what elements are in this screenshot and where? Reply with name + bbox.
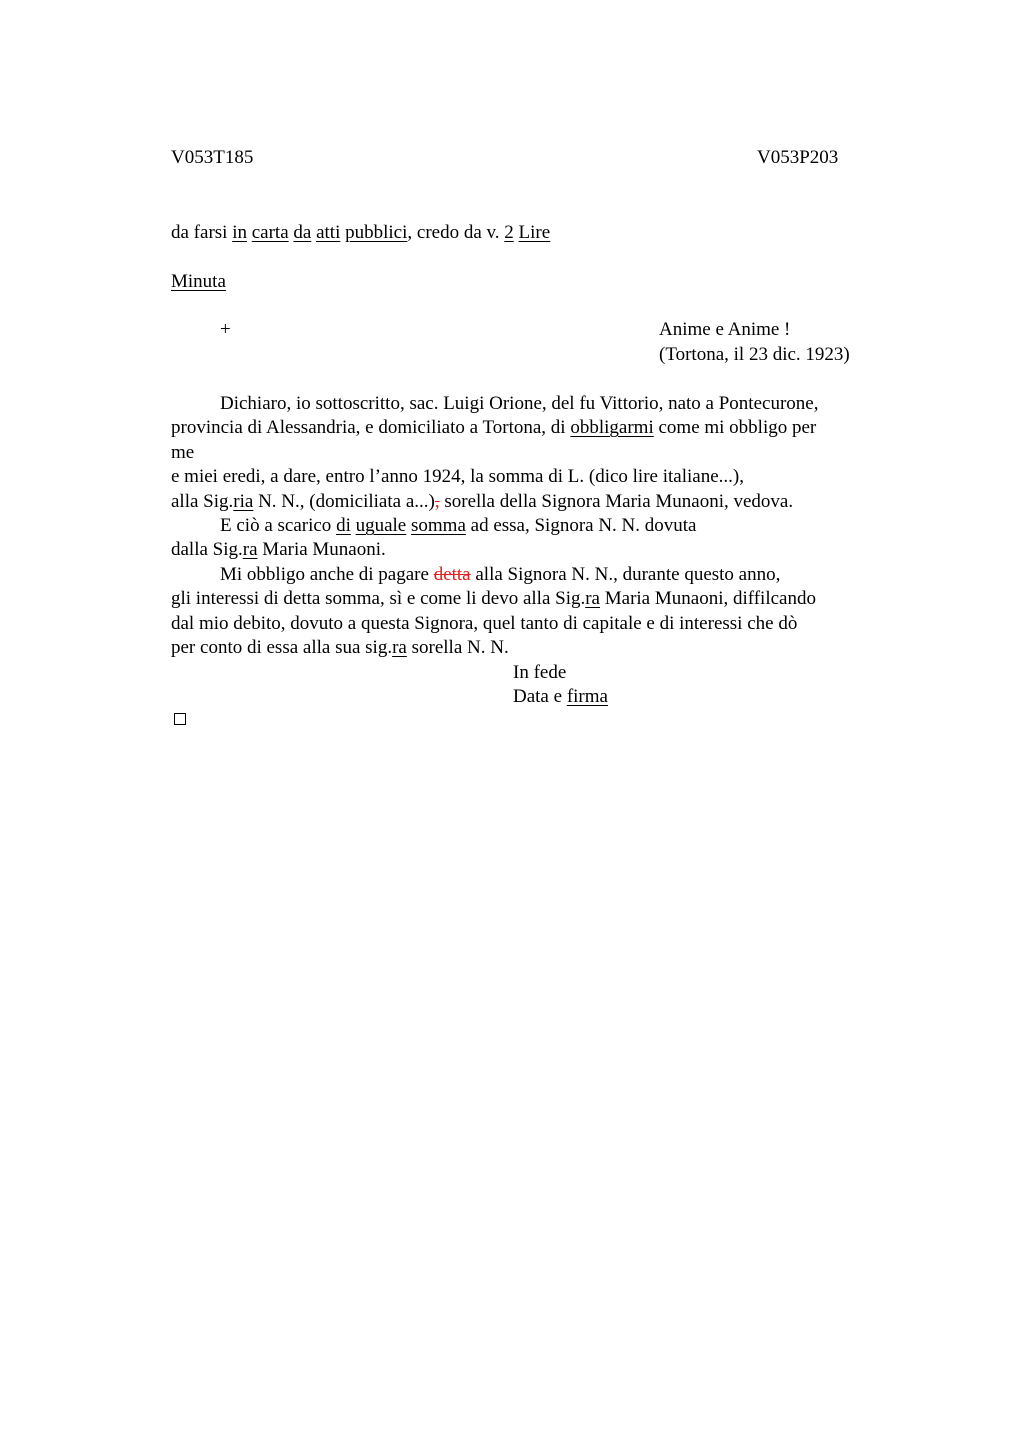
underlined-word: obbligarmi — [570, 417, 654, 438]
body-text: sorella della Signora Maria Munaoni, vedova. — [439, 491, 794, 512]
note-text: da farsi — [171, 222, 233, 243]
deleted-text: detta — [433, 564, 471, 585]
end-square-icon — [174, 713, 186, 725]
document-code-left: V053T185 — [171, 147, 254, 168]
deleted-text: , — [434, 491, 440, 512]
note-text: , credo da v. — [407, 222, 505, 243]
body-line — [171, 538, 386, 562]
underlined-word: ra — [392, 637, 407, 658]
body-text: alla Signora N. N., durante questo anno, — [470, 564, 781, 585]
body-text: Mi obbligo anche di pagare — [220, 564, 434, 585]
underlined-word: somma — [411, 515, 466, 536]
note-word: 2 — [504, 222, 514, 243]
underlined-word: di — [336, 515, 351, 536]
body-text: Data e — [513, 686, 567, 707]
body-text: ad essa, Signora N. N. dovuta — [465, 515, 697, 536]
body-text: dalla Sig. — [171, 539, 243, 560]
signature-label: firma — [566, 686, 608, 707]
body-text: E ciò a scarico — [220, 515, 337, 536]
note-word: atti — [316, 222, 341, 243]
cross-symbol: + — [220, 319, 231, 340]
draft-label: Minuta — [171, 271, 226, 292]
body-line — [220, 563, 780, 587]
stamp-paper-note — [171, 221, 550, 245]
place-date: (Tortona, il 23 dic. 1923) — [659, 344, 850, 365]
body-text: sorella N. N. — [406, 637, 509, 658]
note-word: in — [232, 222, 247, 243]
underlined-word: uguale — [355, 515, 407, 536]
body-text: alla Sig. — [171, 491, 234, 512]
body-line: Dichiaro, io sottoscritto, sac. Luigi Orione, del fu Vittorio, nato a Pontecurone, — [220, 393, 819, 414]
body-text: provincia di Alessandria, e domiciliato a Tortona, di — [171, 417, 571, 438]
note-word: da — [293, 222, 312, 243]
closing-date-signature — [513, 685, 608, 709]
body-line: me — [171, 442, 195, 463]
closing-in-fede: In fede — [513, 662, 567, 683]
underlined-word: ra — [585, 588, 600, 609]
motto: Anime e Anime ! — [659, 319, 791, 340]
body-line: e miei eredi, a dare, entro l’anno 1924, la somma di L. (dico lire italiane...), — [171, 466, 744, 487]
body-text: gli interessi di detta somma, sì e come li devo alla Sig. — [171, 588, 586, 609]
note-word: pubblici — [345, 222, 408, 243]
body-line — [171, 587, 816, 611]
body-line — [171, 490, 793, 514]
body-text: N. N., (domiciliata a...) — [253, 491, 435, 512]
underlined-word: ra — [242, 539, 258, 560]
body-text: come mi obbligo per — [653, 417, 817, 438]
body-line: dal mio debito, dovuto a questa Signora, quel tanto di capitale e di interessi che dò — [171, 613, 798, 634]
underlined-word: ria — [233, 491, 254, 512]
note-word: Lire — [518, 222, 551, 243]
body-line — [171, 636, 509, 660]
body-text: per conto di essa alla sua sig. — [171, 637, 393, 658]
document-code-right: V053P203 — [757, 147, 839, 168]
note-word: carta — [251, 222, 289, 243]
body-text: Maria Munaoni. — [257, 539, 386, 560]
body-line — [171, 416, 816, 440]
body-line — [220, 514, 697, 538]
body-text: Maria Munaoni, diffilcando — [600, 588, 816, 609]
